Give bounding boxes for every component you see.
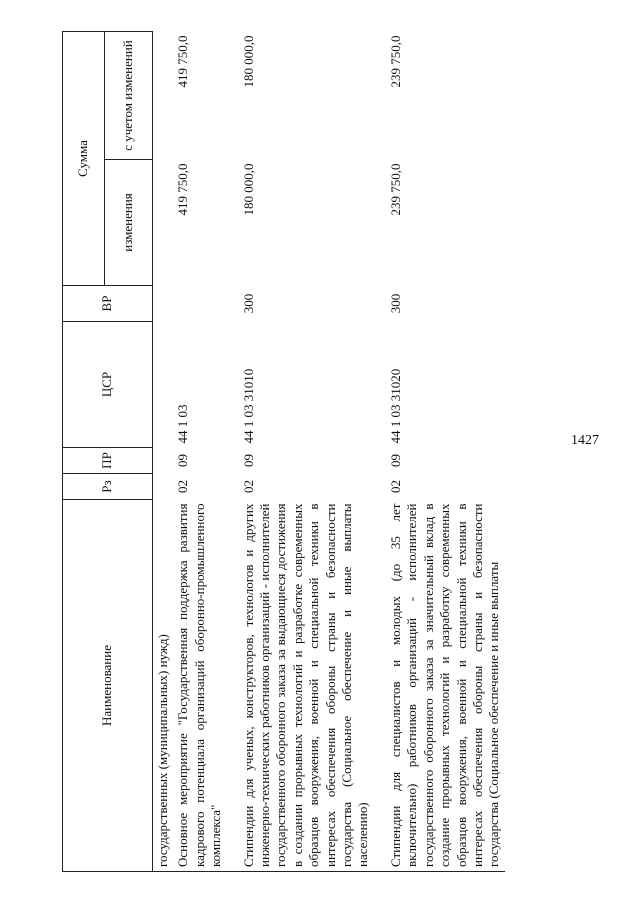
table-row: [239, 32, 374, 872]
row-pr: 09: [387, 454, 403, 467]
row-changes: 419 750,0: [175, 163, 191, 216]
header-name: Наименование: [63, 500, 153, 872]
row-total: [153, 32, 174, 160]
row-vr: [153, 286, 174, 322]
row-changes: 180 000,0: [240, 163, 256, 216]
row-pr: [153, 448, 174, 474]
header-csr: ЦСР: [63, 322, 153, 448]
row-vr: 300: [387, 293, 403, 314]
row-rz: 02: [240, 480, 256, 493]
row-changes: [153, 160, 174, 286]
header-pr: ПР: [63, 448, 153, 474]
table-row: [386, 32, 505, 872]
row-total: 419 750,0: [175, 35, 191, 88]
row-csr: 44 1 03: [175, 404, 191, 444]
header-sum-with-changes: с учетом изменений: [105, 32, 153, 160]
row-vr: [173, 286, 226, 322]
table-row: [153, 32, 174, 872]
table-row: [173, 32, 226, 872]
row-rz: 02: [175, 480, 191, 493]
header-rz: Рз: [63, 474, 153, 500]
row-changes: 239 750,0: [387, 163, 403, 216]
row-name: государственных (муниципальных) нужд): [155, 634, 170, 867]
row-name: Основное мероприятие "Государственная поддержка развития кадрового потенциала организаций оборонно-промышленного комплекса": [175, 503, 224, 867]
header-sum-changes: изменения: [105, 160, 153, 286]
header-sum: Сумма: [63, 32, 105, 286]
row-name: Стипендии для специалистов и молодых (до 35 лет включительно) работников организаций - исполнителей государственного оборонного заказа за значительный вклад в создание прорывных технологий и разработку современных образцов вооружения, военной и специальной техники в интересах обеспечения обороны страны и безопасности государства (Социальное обеспечение и иные выплаты: [387, 503, 502, 867]
budget-table: [62, 31, 505, 872]
row-total: 180 000,0: [240, 35, 256, 88]
row-pr: 09: [175, 454, 191, 467]
row-csr: [153, 322, 174, 448]
row-vr: 300: [240, 293, 256, 314]
row-csr: 44 1 03 31010: [240, 368, 256, 444]
page-number: 1427: [571, 433, 599, 448]
row-csr: 44 1 03 31020: [387, 368, 403, 444]
row-rz: 02: [387, 480, 403, 493]
row-total: 239 750,0: [387, 35, 403, 88]
row-name: Стипендии для ученых, конструкторов, технологов и других инженерно-технических работников организаций - исполнителей государственного оборонного заказа за выдающиеся достижения в создании прорывных технологий и разработке современных образцов вооружения, военной и специальной техники в интересах обеспечения обороны страны и безопасности государства (Социальное обеспечение и иные выплаты населению): [240, 503, 371, 867]
row-pr: 09: [240, 454, 256, 467]
header-vr: ВР: [63, 286, 153, 322]
row-rz: [153, 474, 174, 500]
